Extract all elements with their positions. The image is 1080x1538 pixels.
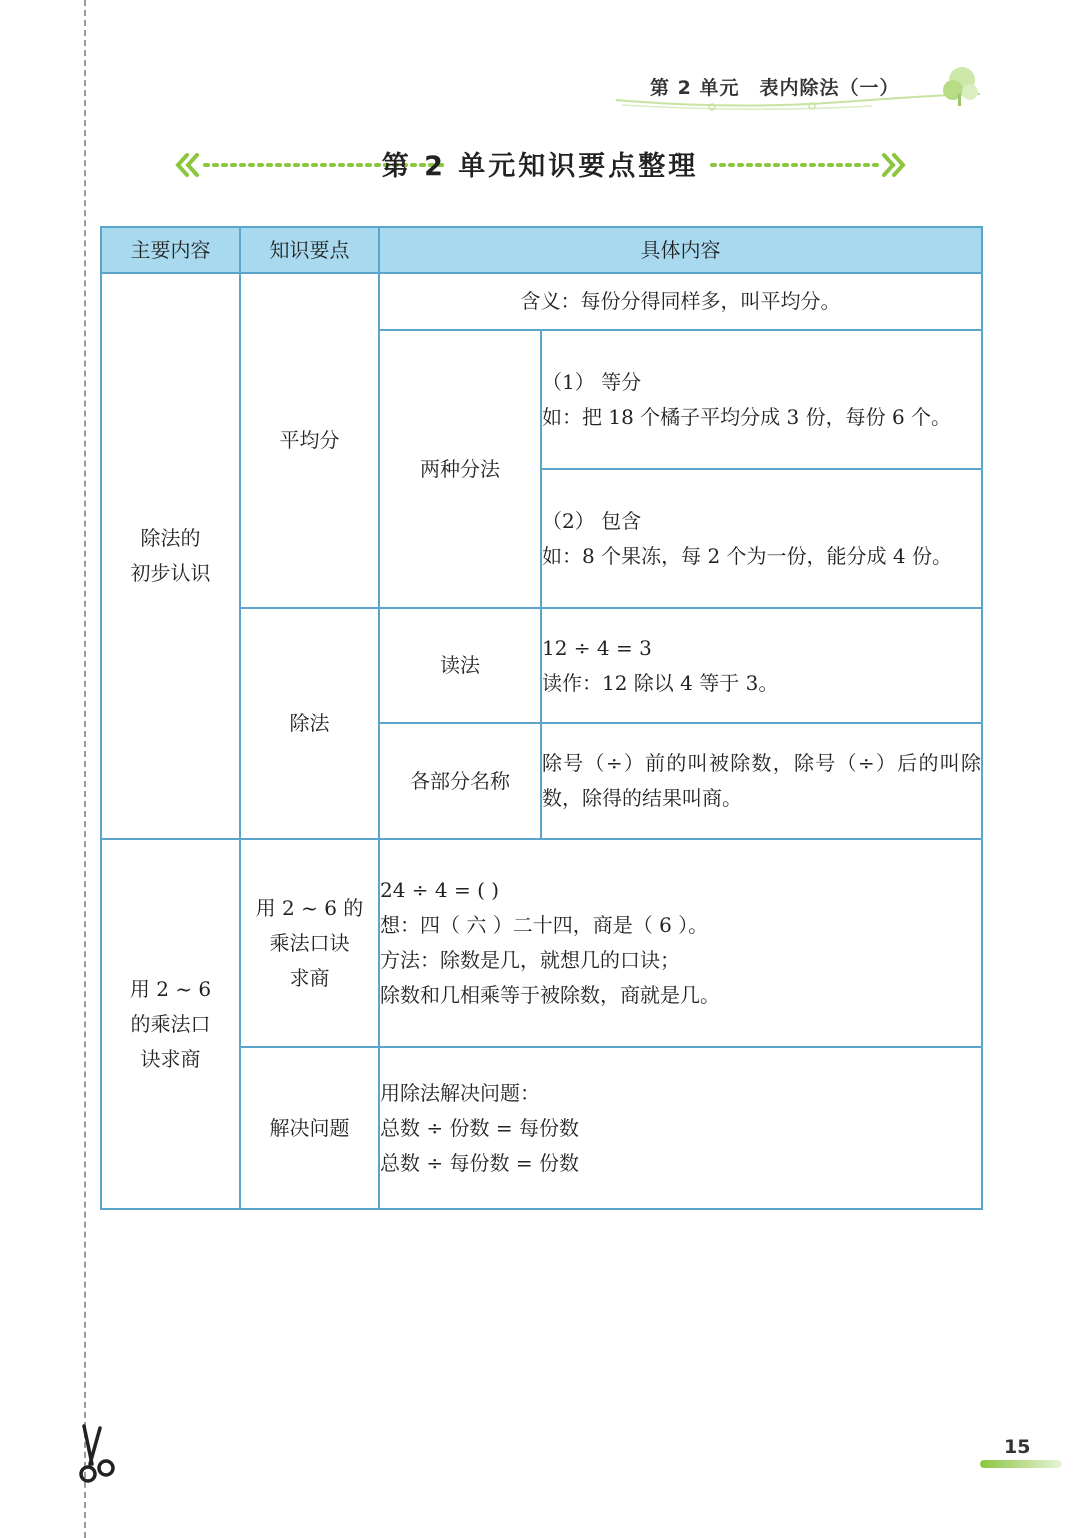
method1-cell: [541, 330, 982, 469]
parts-label: 各部分名称: [379, 723, 541, 839]
main-cell-line: 除法的: [140, 526, 201, 550]
point-division: 除法: [240, 608, 379, 839]
table-header-row: [101, 227, 982, 273]
point-solve: 解决问题: [240, 1047, 379, 1209]
page-number-bar-decoration: [980, 1460, 1062, 1468]
solve-line: 总数 ÷ 每份数 = 份数: [380, 1150, 579, 1175]
main-cell-division-intro: [101, 273, 240, 839]
main-cell-line: 初步认识: [130, 561, 211, 585]
quotient-line: 方法：除数是几，就想几的口诀；: [380, 948, 680, 972]
header-knowledge-point: 知识要点: [240, 227, 379, 273]
point-line: 乘法口诀: [269, 930, 350, 955]
main-cell-line: 诀求商: [140, 1046, 201, 1071]
solve-cell: [379, 1047, 982, 1209]
header-main-content: 主要内容: [101, 227, 240, 273]
quotient-line: 除数和几相乘等于被除数，商就是几。: [380, 983, 720, 1007]
quotient-line: 24 ÷ 4 = ( ): [380, 878, 500, 902]
point-average: 平均分: [240, 273, 379, 608]
avg-meaning: 含义：每份分得同样多，叫平均分。: [379, 273, 982, 330]
quotient-line: 想：四（ 六 ）二十四，商是（ 6 ）。: [380, 913, 709, 937]
table-row: [101, 839, 982, 1047]
method1-text: 如：把 18 个橘子平均分成 3 份，每份 6 个。: [542, 404, 952, 429]
solve-line: 总数 ÷ 份数 = 每份数: [380, 1115, 579, 1140]
point-line: 用 2 ~ 6 的: [255, 895, 364, 920]
scissors-icon: [70, 1420, 126, 1490]
header-detail: 具体内容: [379, 227, 982, 273]
parts-cell: [541, 723, 982, 839]
main-cell-quotient: [101, 839, 240, 1209]
read-equation: 12 ÷ 4 = 3: [542, 635, 652, 660]
read-text: 读作：12 除以 4 等于 3。: [542, 670, 779, 695]
unit-header: [650, 73, 899, 100]
section-title: 第 2 单元知识要点整理: [381, 151, 699, 182]
page-number: 15: [1004, 1436, 1031, 1458]
table-row: [101, 273, 982, 330]
cut-line: [84, 0, 86, 1538]
knowledge-table: [100, 226, 983, 1210]
main-cell-line: 用 2 ~ 6: [129, 976, 212, 1001]
section-title-row: [100, 140, 980, 190]
method-label: 两种分法: [379, 330, 541, 608]
method2-cell: [541, 469, 982, 608]
method1-title: （1） 等分: [542, 369, 642, 394]
point-quotient: [240, 839, 379, 1047]
unit-title: 表内除法（一）: [759, 77, 900, 99]
unit-number: 第 2 单元: [650, 77, 740, 99]
solve-line: 用除法解决问题：: [380, 1080, 540, 1105]
read-label: 读法: [379, 608, 541, 723]
read-cell: [541, 608, 982, 723]
method2-title: （2） 包含: [542, 508, 642, 533]
main-cell-line: 的乘法口: [130, 1011, 211, 1036]
quotient-cell: [379, 839, 982, 1047]
point-line: 求商: [289, 965, 330, 990]
method2-text: 如：8 个果冻，每 2 个为一份，能分成 4 份。: [542, 543, 952, 568]
right-chevron-dots-decoration: [708, 150, 908, 180]
parts-text: 除号（÷）前的叫被除数，除号（÷）后的叫除数，除得的结果叫商。: [542, 751, 981, 810]
